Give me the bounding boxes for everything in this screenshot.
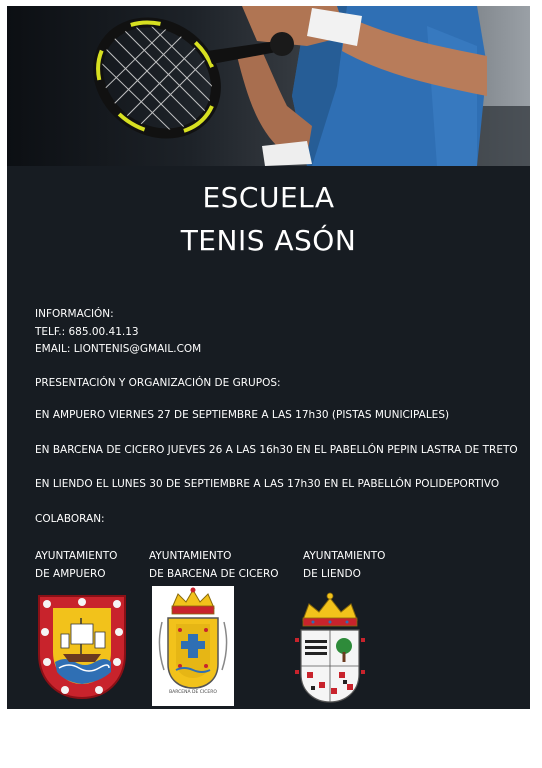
poster	[7, 6, 530, 709]
barcena-seal-text: BARCENA DE CICERO	[169, 690, 217, 695]
collaborator-barcena-line1: AYUNTAMIENTO	[149, 550, 232, 562]
collaborator-ampuero	[35, 547, 117, 583]
liendo-coat-of-arms-icon	[295, 590, 365, 706]
tennis-player-illustration	[7, 6, 530, 166]
collaborator-barcena	[149, 547, 279, 583]
collaborator-liendo	[303, 547, 385, 583]
presentation-item-barcena: EN BARCENA DE CICERO JUEVES 26 A LAS 16h30 EN EL PABELLÓN PEPIN LASTRA DE TRETO	[35, 444, 518, 456]
info-phone: TELF.: 685.00.41.13	[35, 326, 139, 338]
presentation-item-liendo: EN LIENDO EL LUNES 30 DE SEPTIEMBRE A LAS 17h30 EN EL PABELLÓN POLIDEPORTIVO	[35, 478, 500, 490]
barcena-coat-of-arms-icon	[152, 586, 234, 706]
collaborator-liendo-line2: DE LIENDO	[303, 568, 361, 580]
tennis-player-photo	[7, 6, 530, 166]
collaborator-barcena-line2: DE BARCENA DE CICERO	[149, 568, 279, 580]
presentation-item-ampuero: EN AMPUERO VIERNES 27 DE SEPTIEMBRE A LAS 17h30 (PISTAS MUNICIPALES)	[35, 409, 450, 421]
title-line-1: ESCUELA	[202, 181, 335, 214]
ampuero-coat-of-arms-icon	[35, 592, 129, 702]
collaborator-liendo-line1: AYUNTAMIENTO	[303, 550, 386, 562]
collaborator-ampuero-line1: AYUNTAMIENTO	[35, 550, 118, 562]
info-heading: INFORMACIÓN:	[35, 308, 114, 320]
title-line-2: TENIS ASÓN	[180, 224, 357, 257]
info-email: EMAIL: LIONTENIS@GMAIL.COM	[35, 343, 202, 355]
collaborators-heading: COLABORAN:	[35, 513, 105, 525]
collaborator-ampuero-line2: DE AMPUERO	[35, 568, 106, 580]
presentation-heading: PRESENTACIÓN Y ORGANIZACIÓN DE GRUPOS:	[35, 377, 281, 389]
